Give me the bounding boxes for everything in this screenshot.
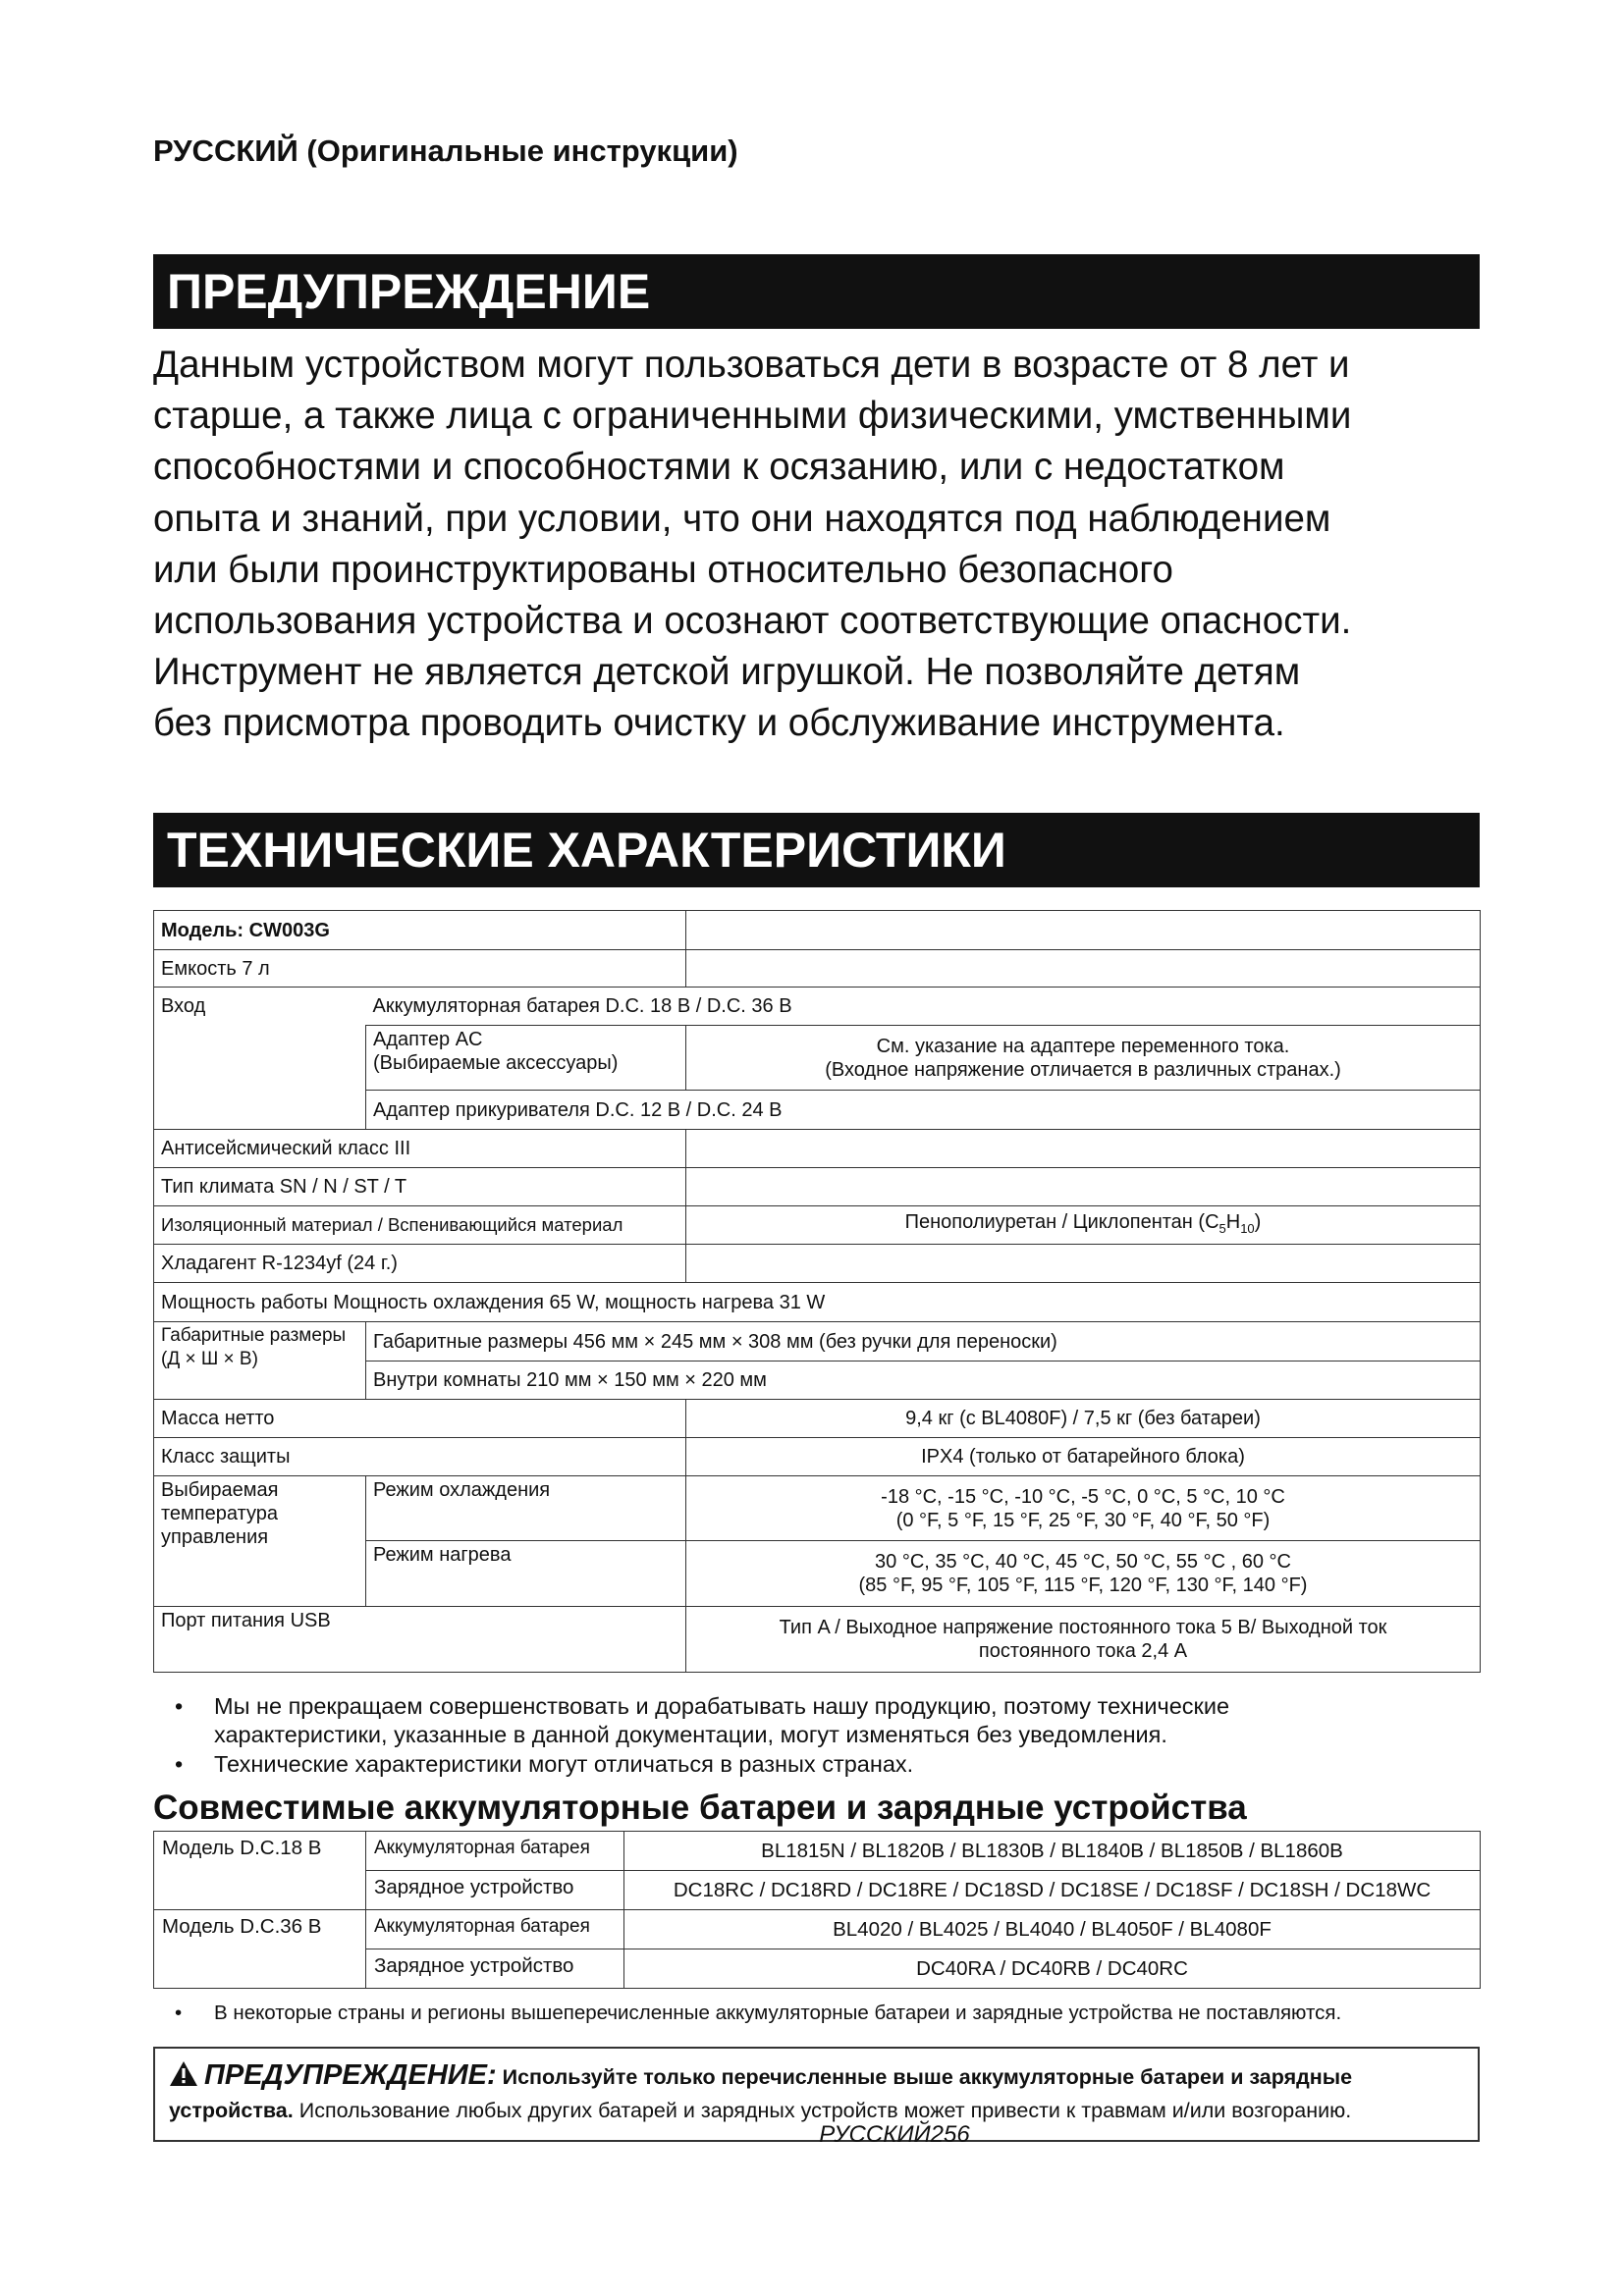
page-language-header: РУССКИЙ (Оригинальные инструкции): [153, 133, 738, 168]
spec-usb-label: Порт питания USB: [154, 1607, 686, 1673]
compat-note-text: В некоторые страны и регионы вышеперечисленные аккумуляторные батареи и зарядные устройства не поставляются.: [214, 2002, 1342, 2024]
spec-refrigerant: Хладагент R-1234yf (24 г.): [154, 1245, 686, 1283]
compat-charger: DC18RC / DC18RD / DC18RE / DC18SD / DC18SE / DC18SF / DC18SH / DC18WC: [624, 1871, 1481, 1910]
spec-seismic: Антисейсмический класс III: [154, 1130, 686, 1168]
spec-insulation-label: Изоляционный материал / Вспенивающийся материал: [154, 1206, 686, 1245]
spec-heat-mode: Режим нагрева: [366, 1541, 686, 1607]
warning-line: способностями и способностями к осязанию, или с недостатком: [153, 446, 1285, 489]
footer-text: РУССКИЙ256: [819, 2121, 970, 2148]
warning-line: старше, а также лица с ограниченными физическими, умственными: [153, 395, 1352, 438]
compat-charger-label: Зарядное устройство: [366, 1871, 624, 1910]
spec-mass-value: 9,4 кг (с BL4080F) / 7,5 кг (без батареи): [686, 1400, 1481, 1438]
warning-text: [153, 340, 1498, 750]
compat-model: Модель D.C.18 В: [154, 1832, 366, 1910]
warning-line: опыта и знаний, при условии, что они находятся под наблюдением: [153, 497, 1331, 540]
spec-model: Модель: CW003G: [154, 911, 686, 950]
spec-dims-inner: Внутри комнаты 210 мм × 150 мм × 220 мм: [366, 1362, 686, 1400]
spec-dims-outer: Габаритные размеры 456 мм × 245 мм × 308 мм (без ручки для переноски): [366, 1322, 686, 1362]
compat-charger-label: Зарядное устройство: [366, 1949, 624, 1989]
spec-ac-adapter: Адаптер AC (Выбираемые аксессуары): [366, 1026, 686, 1091]
specifications-heading: ТЕХНИЧЕСКИЕ ХАРАКТЕРИСТИКИ: [153, 813, 1480, 887]
warning-line: Инструмент не является детской игрушкой. Не позволяйте детям: [153, 651, 1301, 694]
note-bullet: •: [175, 1693, 184, 1719]
compat-battery-label: Аккумуляторная батарея: [366, 1910, 624, 1949]
compat-heading: Совместимые аккумуляторные батареи и зарядные устройства: [153, 1789, 1247, 1827]
note-bullet: •: [175, 2002, 183, 2024]
spec-ac-adapter-value: См. указание на адаптере переменного тока. (Входное напряжение отличается в различных странах.): [686, 1026, 1481, 1091]
spec-protection-value: IPX4 (только от батарейного блока): [686, 1438, 1481, 1476]
spec-input-label: Вход: [154, 988, 366, 1026]
spec-cool-mode: Режим охлаждения: [366, 1476, 686, 1541]
specifications-table: [153, 910, 1481, 1673]
compat-note: [153, 1999, 1528, 2030]
warning-line: использования устройства и осознают соответствующие опасности.: [153, 600, 1352, 643]
spec-heat-value: 30 °C, 35 °C, 40 °C, 45 °C, 50 °C, 55 °C , 60 °C (85 °F, 95 °F, 105 °F, 115 °F, 120 °F, 130 °F, 140 °F): [686, 1541, 1481, 1607]
spec-climate: Тип климата SN / N / ST / T: [154, 1168, 686, 1206]
warning-heading: ПРЕДУПРЕЖДЕНИЕ: [153, 254, 1480, 329]
battery-warning-text: Использование любых других батарей и зарядных устройств может привести к травмам и/или возгоранию.: [298, 2099, 1352, 2122]
warning-line: Данным устройством могут пользоваться дети в возрасте от 8 лет и: [153, 344, 1350, 386]
spec-cool-value: -18 °C, -15 °C, -10 °C, -5 °C, 0 °C, 5 °C, 10 °C (0 °F, 5 °F, 15 °F, 25 °F, 30 °F, 40 °F, 50 °F): [686, 1476, 1481, 1541]
note-2: Технические характеристики могут отличаться в разных странах.: [214, 1751, 914, 1777]
battery-warning-bold-2: устройства.: [169, 2099, 294, 2122]
spec-notes: [153, 1692, 1528, 1790]
warning-line: или были проинструктированы относительно безопасного: [153, 548, 1173, 591]
note-bullet: •: [175, 1751, 184, 1777]
spec-car-adapter: Адаптер прикуривателя D.C. 12 В / D.C. 24 В: [366, 1091, 686, 1130]
compat-charger: DC40RA / DC40RB / DC40RC: [624, 1949, 1481, 1989]
page-footer: [0, 2121, 1624, 2149]
warning-triangle-icon: [169, 2060, 198, 2087]
note-1-line-1: Мы не прекращаем совершенствовать и дорабатывать нашу продукцию, поэтому технические: [214, 1693, 1230, 1719]
spec-protection-label: Класс защиты: [154, 1438, 686, 1476]
spec-capacity: Емкость 7 л: [154, 950, 686, 988]
compat-battery-label: Аккумуляторная батарея: [366, 1832, 624, 1871]
compat-model: Модель D.C.36 В: [154, 1910, 366, 1989]
note-1-line-2: характеристики, указанные в данной документации, могут изменяться без уведомления.: [214, 1722, 1167, 1747]
battery-warning-bold: Используйте только перечисленные выше аккумуляторные батареи и зарядные: [502, 2065, 1353, 2089]
compat-battery: BL4020 / BL4025 / BL4040 / BL4050F / BL4080F: [624, 1910, 1481, 1949]
spec-mass-label: Масса нетто: [154, 1400, 686, 1438]
compat-table: [153, 1831, 1481, 1989]
warning-line: без присмотра проводить очистку и обслуживание инструмента.: [153, 702, 1285, 745]
spec-usb-value: Тип A / Выходное напряжение постоянного тока 5 В/ Выходной ток постоянного тока 2,4 A: [686, 1607, 1481, 1673]
compat-battery: BL1815N / BL1820B / BL1830B / BL1840B / BL1850B / BL1860B: [624, 1832, 1481, 1871]
spec-power: Мощность работы Мощность охлаждения 65 W, мощность нагрева 31 W: [154, 1283, 686, 1322]
spec-dims-label: Габаритные размеры (Д × Ш × В): [154, 1322, 366, 1400]
spec-input-battery: Аккумуляторная батарея D.C. 18 В / D.C. 36 В: [366, 988, 686, 1026]
battery-warning-title: ПРЕДУПРЕЖДЕНИЕ:: [203, 2059, 497, 2091]
spec-insulation-value: Пенополиуретан / Циклопентан $(C_5H_{10})$: [686, 1206, 1481, 1245]
spec-temp-label: Выбираемая температура управления: [154, 1476, 366, 1607]
